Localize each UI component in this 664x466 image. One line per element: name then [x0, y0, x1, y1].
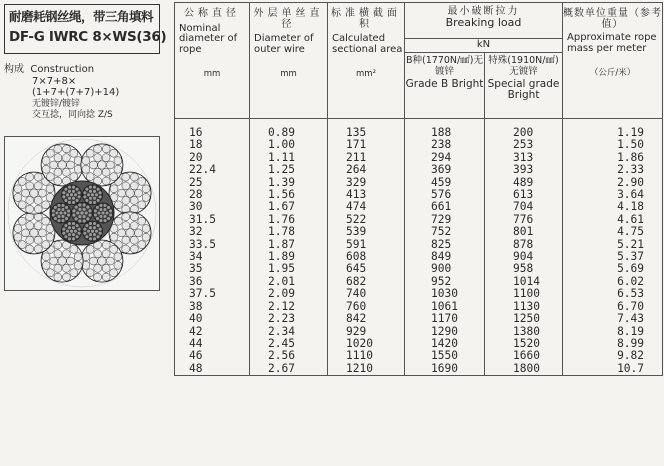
cell-nominal-diameter: 48	[175, 363, 250, 376]
table-row	[175, 201, 663, 213]
table-row	[175, 239, 663, 251]
cell-mass: 4.61	[563, 214, 663, 226]
cell-mass: 8.19	[563, 326, 663, 338]
cell-nominal-diameter: 32	[175, 226, 250, 238]
cell-mass: 1.50	[563, 139, 663, 151]
cell-mass: 3.64	[563, 189, 663, 201]
spec-table-body	[175, 119, 663, 376]
table-row	[175, 363, 663, 376]
construction-label-cn: 构成	[4, 64, 24, 75]
cell-wire-diameter: 2.67	[250, 363, 328, 376]
cell-grade-b-load: 729	[405, 214, 485, 226]
header-wire-diameter: 外层单丝直径 Diameter of outer wire mm	[250, 3, 328, 119]
construction-lay: 交互捻，同向捻 Z/S	[32, 110, 113, 120]
table-row	[175, 226, 663, 238]
cell-sectional-area: 591	[328, 239, 405, 251]
cell-mass: 2.33	[563, 164, 663, 176]
cell-special-grade-load: 878	[485, 239, 563, 251]
cell-grade-b-load: 1290	[405, 326, 485, 338]
cell-grade-b-load: 849	[405, 251, 485, 263]
product-title-cn: 耐磨耗钢丝绳，带三角填料	[9, 9, 154, 24]
product-title-en: DF-G IWRC 8×WS(36)	[9, 29, 167, 45]
construction-info	[4, 64, 119, 122]
product-info-panel	[0, 0, 170, 466]
table-row	[175, 263, 663, 275]
cell-special-grade-load: 313	[485, 152, 563, 164]
cell-grade-b-load: 825	[405, 239, 485, 251]
spec-table	[174, 2, 663, 376]
cell-wire-diameter: 1.11	[250, 152, 328, 164]
cell-grade-b-load: 1170	[405, 313, 485, 325]
cell-sectional-area: 171	[328, 139, 405, 151]
cell-wire-diameter: 2.12	[250, 301, 328, 313]
table-row	[175, 139, 663, 151]
cell-wire-diameter: 1.00	[250, 139, 328, 151]
cell-mass: 1.86	[563, 152, 663, 164]
cell-special-grade-load: 1520	[485, 338, 563, 350]
cell-wire-diameter: 1.39	[250, 177, 328, 189]
cell-special-grade-load: 1130	[485, 301, 563, 313]
cell-nominal-diameter: 22.4	[175, 164, 250, 176]
cell-wire-diameter: 1.78	[250, 226, 328, 238]
cell-wire-diameter: 1.76	[250, 214, 328, 226]
cell-grade-b-load: 1420	[405, 338, 485, 350]
cell-sectional-area: 211	[328, 152, 405, 164]
cell-wire-diameter: 2.09	[250, 288, 328, 300]
construction-label-en: Construction	[30, 64, 95, 75]
cell-grade-b-load: 1061	[405, 301, 485, 313]
cell-grade-b-load: 752	[405, 226, 485, 238]
cell-mass: 10.7	[563, 363, 663, 376]
cell-sectional-area: 842	[328, 313, 405, 325]
cell-special-grade-load: 613	[485, 189, 563, 201]
cell-mass: 6.53	[563, 288, 663, 300]
cell-sectional-area: 135	[328, 119, 405, 140]
cell-special-grade-load: 1660	[485, 350, 563, 362]
table-row	[175, 326, 663, 338]
cell-wire-diameter: 2.56	[250, 350, 328, 362]
cell-nominal-diameter: 38	[175, 301, 250, 313]
cell-nominal-diameter: 36	[175, 276, 250, 288]
cell-sectional-area: 1210	[328, 363, 405, 376]
cell-special-grade-load: 1250	[485, 313, 563, 325]
cell-sectional-area: 413	[328, 189, 405, 201]
cell-mass: 5.37	[563, 251, 663, 263]
cell-wire-diameter: 1.89	[250, 251, 328, 263]
table-row	[175, 350, 663, 362]
table-row	[175, 338, 663, 350]
cell-special-grade-load: 1380	[485, 326, 563, 338]
cell-special-grade-load: 1014	[485, 276, 563, 288]
cell-special-grade-load: 776	[485, 214, 563, 226]
cell-nominal-diameter: 40	[175, 313, 250, 325]
cell-wire-diameter: 1.56	[250, 189, 328, 201]
cell-nominal-diameter: 46	[175, 350, 250, 362]
wire-rope-cross-section-icon	[5, 137, 159, 290]
table-row	[175, 189, 663, 201]
cell-nominal-diameter: 34	[175, 251, 250, 263]
cell-special-grade-load: 1100	[485, 288, 563, 300]
cell-mass: 4.18	[563, 201, 663, 213]
cell-mass: 7.43	[563, 313, 663, 325]
cell-grade-b-load: 188	[405, 119, 485, 140]
header-sectional-area: 标准横截面积 Calculated sectional area mm²	[328, 3, 405, 119]
cell-special-grade-load: 393	[485, 164, 563, 176]
cell-mass: 6.70	[563, 301, 663, 313]
table-row	[175, 119, 663, 140]
cell-sectional-area: 608	[328, 251, 405, 263]
cell-nominal-diameter: 20	[175, 152, 250, 164]
cell-grade-b-load: 576	[405, 189, 485, 201]
construction-formula-1: 7×7+8×	[32, 75, 77, 87]
cell-sectional-area: 740	[328, 288, 405, 300]
table-row	[175, 301, 663, 313]
table-row	[175, 214, 663, 226]
spec-table-wrap	[174, 2, 662, 464]
cell-nominal-diameter: 33.5	[175, 239, 250, 251]
cell-sectional-area: 522	[328, 214, 405, 226]
cell-grade-b-load: 1030	[405, 288, 485, 300]
cell-special-grade-load: 704	[485, 201, 563, 213]
cell-sectional-area: 474	[328, 201, 405, 213]
cell-grade-b-load: 294	[405, 152, 485, 164]
cell-mass: 8.99	[563, 338, 663, 350]
cell-grade-b-load: 661	[405, 201, 485, 213]
cell-special-grade-load: 489	[485, 177, 563, 189]
header-breaking-load: 最小破断拉力 Breaking load	[405, 3, 563, 39]
cell-sectional-area: 539	[328, 226, 405, 238]
cell-nominal-diameter: 42	[175, 326, 250, 338]
cell-sectional-area: 329	[328, 177, 405, 189]
product-title-box	[4, 4, 167, 54]
cell-nominal-diameter: 31.5	[175, 214, 250, 226]
table-row	[175, 164, 663, 176]
table-row	[175, 251, 663, 263]
cell-special-grade-load: 801	[485, 226, 563, 238]
rope-diagram	[4, 136, 160, 291]
cell-special-grade-load: 958	[485, 263, 563, 275]
cell-special-grade-load: 904	[485, 251, 563, 263]
cell-mass: 4.75	[563, 226, 663, 238]
cell-nominal-diameter: 25	[175, 177, 250, 189]
cell-grade-b-load: 900	[405, 263, 485, 275]
table-row	[175, 313, 663, 325]
header-nominal-diameter: 公称直径 Nominal diameter of rope mm	[175, 3, 250, 119]
cell-wire-diameter: 2.45	[250, 338, 328, 350]
cell-mass: 1.19	[563, 119, 663, 140]
header-grade-b: B种(1770N/㎟)无镀锌 Grade B Bright	[405, 53, 485, 119]
cell-wire-diameter: 1.95	[250, 263, 328, 275]
cell-mass: 5.21	[563, 239, 663, 251]
cell-special-grade-load: 1800	[485, 363, 563, 376]
cell-nominal-diameter: 35	[175, 263, 250, 275]
cell-special-grade-load: 200	[485, 119, 563, 140]
cell-nominal-diameter: 44	[175, 338, 250, 350]
cell-nominal-diameter: 16	[175, 119, 250, 140]
cell-mass: 6.02	[563, 276, 663, 288]
cell-grade-b-load: 459	[405, 177, 485, 189]
cell-grade-b-load: 1690	[405, 363, 485, 376]
cell-wire-diameter: 2.01	[250, 276, 328, 288]
cell-wire-diameter: 0.89	[250, 119, 328, 140]
cell-mass: 9.82	[563, 350, 663, 362]
cell-grade-b-load: 952	[405, 276, 485, 288]
cell-nominal-diameter: 30	[175, 201, 250, 213]
construction-formula-2: (1+7+(7+7)+14)	[32, 87, 120, 98]
cell-sectional-area: 1020	[328, 338, 405, 350]
cell-sectional-area: 929	[328, 326, 405, 338]
cell-grade-b-load: 238	[405, 139, 485, 151]
header-special-grade: 特殊(1910N/㎟)无镀锌 Special grade Bright	[485, 53, 563, 119]
table-row	[175, 288, 663, 300]
cell-wire-diameter: 1.87	[250, 239, 328, 251]
cell-nominal-diameter: 37.5	[175, 288, 250, 300]
cell-wire-diameter: 2.23	[250, 313, 328, 325]
cell-special-grade-load: 253	[485, 139, 563, 151]
cell-grade-b-load: 369	[405, 164, 485, 176]
table-row	[175, 276, 663, 288]
cell-sectional-area: 1110	[328, 350, 405, 362]
header-unit-kn: kN	[405, 39, 563, 53]
cell-nominal-diameter: 18	[175, 139, 250, 151]
cell-sectional-area: 645	[328, 263, 405, 275]
cell-sectional-area: 760	[328, 301, 405, 313]
header-mass: 概数单位重量（参考值） Approximate rope mass per meter （公斤/米）	[563, 3, 663, 119]
table-row	[175, 152, 663, 164]
cell-wire-diameter: 1.25	[250, 164, 328, 176]
construction-finish: 无镀锌/镀锌	[32, 98, 81, 109]
cell-wire-diameter: 2.34	[250, 326, 328, 338]
cell-sectional-area: 682	[328, 276, 405, 288]
cell-mass: 5.69	[563, 263, 663, 275]
table-row	[175, 177, 663, 189]
cell-grade-b-load: 1550	[405, 350, 485, 362]
cell-sectional-area: 264	[328, 164, 405, 176]
cell-mass: 2.90	[563, 177, 663, 189]
cell-wire-diameter: 1.67	[250, 201, 328, 213]
cell-nominal-diameter: 28	[175, 189, 250, 201]
